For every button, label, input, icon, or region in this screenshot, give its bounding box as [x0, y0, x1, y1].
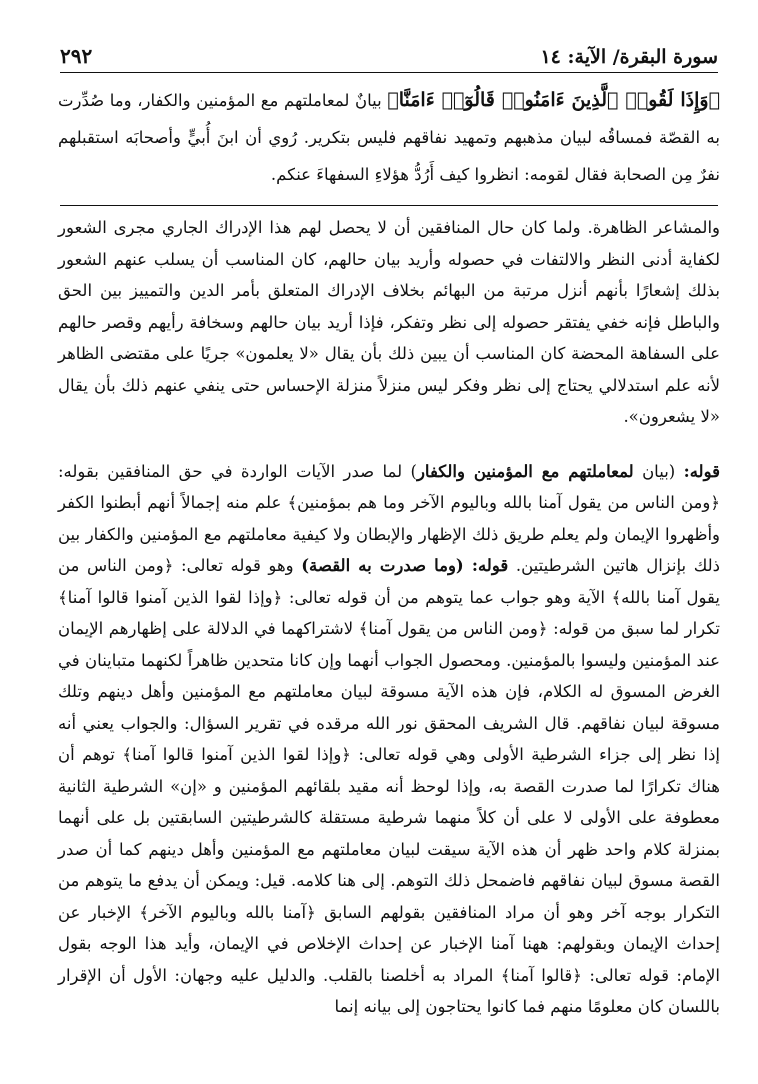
commentary-paragraph-2 [58, 456, 720, 1023]
page-number: ٢٩٢ [60, 44, 93, 68]
section-divider [60, 205, 718, 206]
commentary-text: وهو قوله تعالى: ﴿ومن الناس من يقول آمنا بالله﴾ الآية وهو جواب عما يتوهم من أن قوله تعالى: ﴿وإذا لقوا الذين آمنوا قالوا آمنا﴾ تكرار لما سبق من قوله: ﴿ومن الناس من يقول آمنا﴾ لاشتراكهما في الدلالة على إظهارهم الإيمان عند المؤمنين وليسوا بالمؤمنين. ومحصول الجواب أنهما وإن كانا متحدين ظاهراً لكنهما متباينان في الغرض المسوق له الكلام، فإن هذه الآية مسوقة لبيان معاملتهم مع المؤمنين وأهل دينهم وتلك مسوقة لبيان نفاقهم. قال الشريف المحقق نور الله مرقده في تقرير السؤال: والجواب يعني أنه إذا نظر إلى جزاء الشرطية الأولى وهي قوله تعالى: ﴿وإذا لقوا الذين آمنوا قالوا آمنا﴾ توهم أن هناك تكرارًا لما صدرت القصة به، وإذا لوحظ أنه مقيد بلقائهم المؤمنين و «إن» الشرطية الثانية معطوفة على الأولى لا على أن كلاً منهما شرطية مستقلة كالشرطيتين السابقتين بل على أنهما بمنزلة كلام واحد ظهر أن هذه الآية سيقت لبيان معاملتهم مع المؤمنين وأهل دينهم كما أن صدر القصة مسوق لبيان نفاقهم فاضمحل ذلك التوهم. إلى هنا كلامه. قيل: ويمكن أن يدفع ما يتوهم من التكرار بوجه آخر وهو أن مراد المنافقين بقولهم السابق ﴿آمنا بالله وباليوم الآخر﴾ الإخبار عن إحداث الإيمان وبقولهم: ههنا آمنا الإخبار عن إحداث الإخلاص في الإيمان، وأيد هذا الوجه بقول الإمام: قوله تعالى: ﴿قالوا آمنا﴾ المراد به أخلصنا بالقلب. والدليل عليه وجهان: الأول أن الإقرار باللسان كان معلومًا منهم فما كانوا يحتاجون إلى بيانه إنما [58, 556, 720, 1016]
commentary-text: (بيان [633, 461, 684, 481]
commentary-text: ) لما صدر الآيات الواردة في حق المنافقين بقوله: ﴿ومن الناس من يقول آمنا بالله وباليوم الآخر وما هم بمؤمنين﴾ علم منه إجمالاً أنهم أبطنوا الكفر وأظهروا الإيمان ولم يعلم طريق ذلك الإظهار والإبطان ولا كيفية معاملتهم مع المؤمنين والكفار بين ذلك بإنزال هاتين الشرطيتين. [58, 461, 721, 575]
commentary-keyword: لمعاملتهم مع المؤمنين والكفار [416, 461, 634, 481]
commentary-paragraph-1: والمشاعر الظاهرة. ولما كان حال المنافقين أن لا يحصل لهم هذا الإدراك الجاري مجرى الشعور لكفاية أدنى النظر والالتفات في حصوله وأريد بيان حالهم، كان المناسب أن يسلب عنهم الشعور بذلك إشعارًا بأنهم أنزل مرتبة من البهائم بخلاف الإدراك المتعلق بأمر الدين والتمييز بين الحق والباطل فإنه خفي يفتقر حصوله إلى نظر وتفكر، فإذا أريد بيان حالهم وسخافة رأيهم وقصر حالهم على السفاهة المحضة كان المناسب أن يبين ذلك بأن يقال «لا يعلمون» جريًا على مقتضى الظاهر لأنه علم استدلالي يحتاج إلى نظر وفكر ليس منزلاً منزلة الإحساس حتى ينفي عنهم ذلك بأن يقال «لا يشعرون». [58, 218, 720, 426]
main-text-body: بيانٌ لمعاملتهم مع المؤمنين والكفار، وما صُدِّرت به القصّة فمساقُه لبيان مذهبهم وتمهيد نفاقهم فليس بتكرير. رُوي أن ابنَ أُبيٍّ وأصحابَه استقبلهم نفرٌ مِن الصحابة فقال لقومه: انظروا كيف أَرُدُّ هؤلاءِ السفهاءَ عنكم. [58, 91, 720, 184]
commentary-keyword: قوله: [683, 461, 720, 481]
running-title: سورة البقرة/ الآية: ١٤ [540, 46, 718, 68]
commentary [58, 212, 720, 1023]
commentary-keyword: قوله: (وما صدرت به القصة) [301, 556, 509, 575]
main-text [58, 82, 720, 193]
quran-verse: ﴿وَإِذَا لَقُوا۟ ٱلَّذِينَ ءَامَنُوا۟ قَالُوٓا۟ ءَامَنَّا﴾ [387, 89, 720, 111]
page-header [60, 38, 718, 73]
